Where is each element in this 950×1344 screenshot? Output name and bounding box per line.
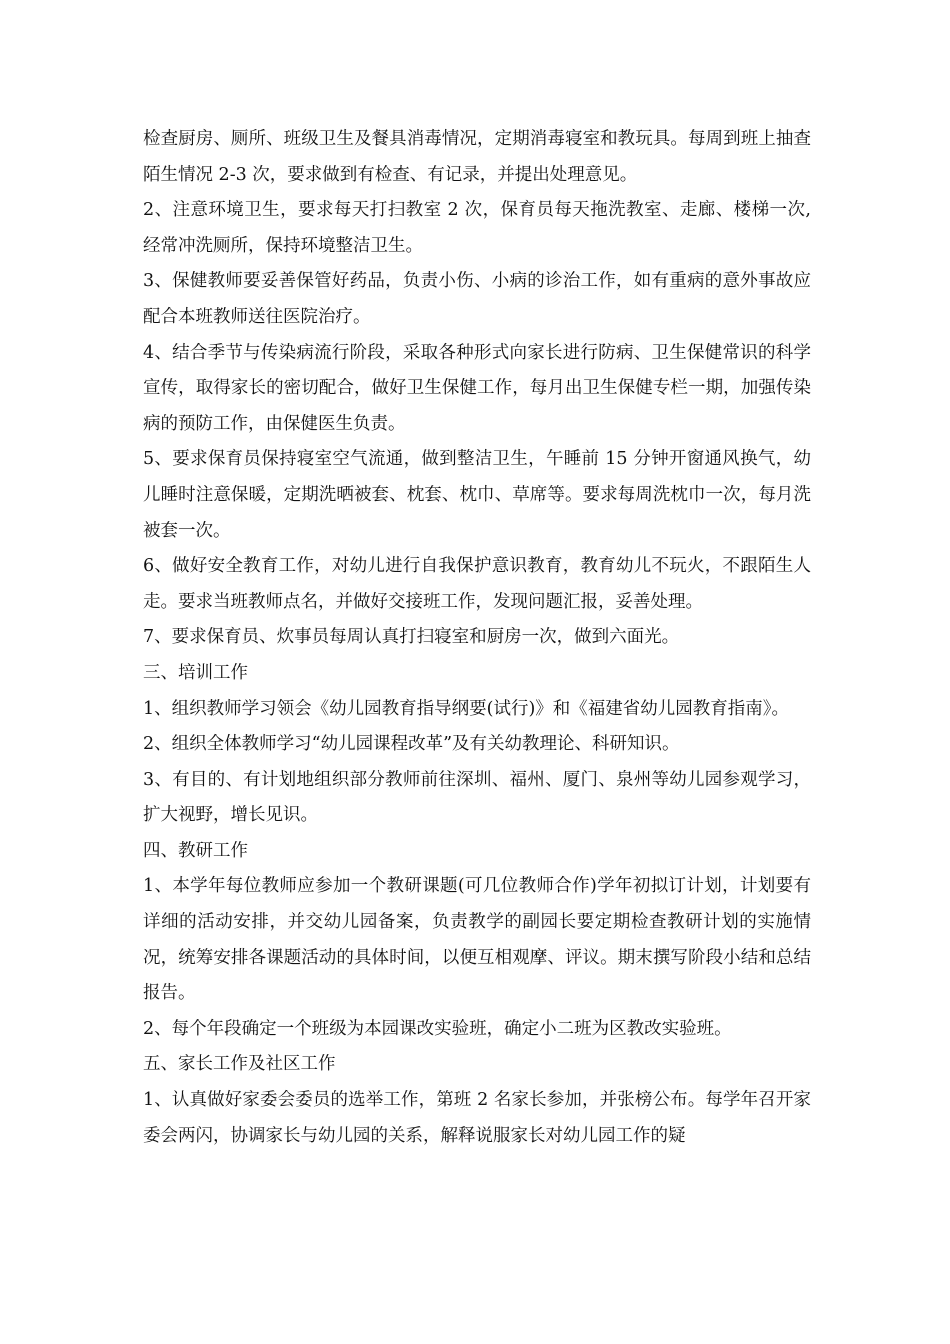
paragraph-safety-education: 6、做好安全教育工作，对幼儿进行自我保护意识教育，教育幼儿不玩火，不跟陌生人走。要求当班教师点名，并做好交接班工作，发现问题汇报，妥善处理。 bbox=[143, 556, 811, 612]
paragraph-dormitory-ventilation: 5、要求保育员保持寝室空气流通，做到整洁卫生，午睡前 15 分钟开窗通风换气，幼儿睡时注意保暖，定期洗晒被套、枕套、枕巾、草席等。要求每周洗枕巾一次，每月洗被套一次。 bbox=[143, 449, 811, 541]
section-heading-parents-community: 五、家长工作及社区工作 bbox=[143, 1054, 336, 1075]
paragraph-pilot-class: 2、每个年段确定一个班级为本园课改实验班，确定小二班为区教改实验班。 bbox=[143, 1018, 732, 1039]
paragraph-curriculum-reform: 2、组织全体教师学习“幼儿园课程改革”及有关幼教理论、科研知识。 bbox=[143, 734, 680, 755]
paragraph-parent-committee: 1、认真做好家委会委员的选举工作，第班 2 名家长参加，并张榜公布。每学年召开家委会两闪，协调家长与幼儿园的关系，解释说服家长对幼儿园工作的疑 bbox=[143, 1090, 811, 1146]
paragraph-training-study: 1、组织教师学习领会《幼儿园教育指导纲要(试行)》和《福建省幼儿园教育指南》。 bbox=[143, 698, 790, 719]
section-heading-research: 四、教研工作 bbox=[143, 840, 248, 861]
paragraph-medicine-care: 3、保健教师要妥善保管好药品，负责小伤、小病的诊治工作，如有重病的意外事故应配合本班教师送往医院治疗。 bbox=[143, 271, 811, 327]
document-body bbox=[143, 122, 811, 1154]
paragraph-hygiene-inspection: 检查厨房、厕所、班级卫生及餐具消毒情况，定期消毒寝室和教玩具。每周到班上抽查陌生情况 2-3 次，要求做到有检查、有记录，并提出处理意见。 bbox=[143, 129, 811, 185]
paragraph-cleaning-duty: 7、要求保育员、炊事员每周认真打扫寝室和厨房一次，做到六面光。 bbox=[143, 627, 680, 648]
section-heading-training: 三、培训工作 bbox=[143, 662, 248, 683]
paragraph-disease-prevention: 4、结合季节与传染病流行阶段，采取各种形式向家长进行防病、卫生保健常识的科学宣传，取得家长的密切配合，做好卫生保健工作，每月出卫生保健专栏一期，加强传染病的预防工作，由保健医生负责。 bbox=[143, 342, 811, 434]
paragraph-research-topic: 1、本学年每位教师应参加一个教研课题(可几位教师合作)学年初拟订计划，计划要有详细的活动安排，并交幼儿园备案，负责教学的副园长要定期检查教研计划的实施情况，统筹安排各课题活动的具体时间，以便互相观摩、评议。期末撰写阶段小结和总结报告。 bbox=[143, 876, 811, 1004]
paragraph-field-visit: 3、有目的、有计划地组织部分教师前往深圳、福州、厦门、泉州等幼儿园参观学习，扩大视野，增长见识。 bbox=[143, 769, 811, 826]
paragraph-environment-hygiene: 2、注意环境卫生，要求每天打扫教室 2 次，保育员每天拖洗教室、走廊、楼梯一次,经常冲洗厕所，保持环境整洁卫生。 bbox=[143, 200, 811, 256]
